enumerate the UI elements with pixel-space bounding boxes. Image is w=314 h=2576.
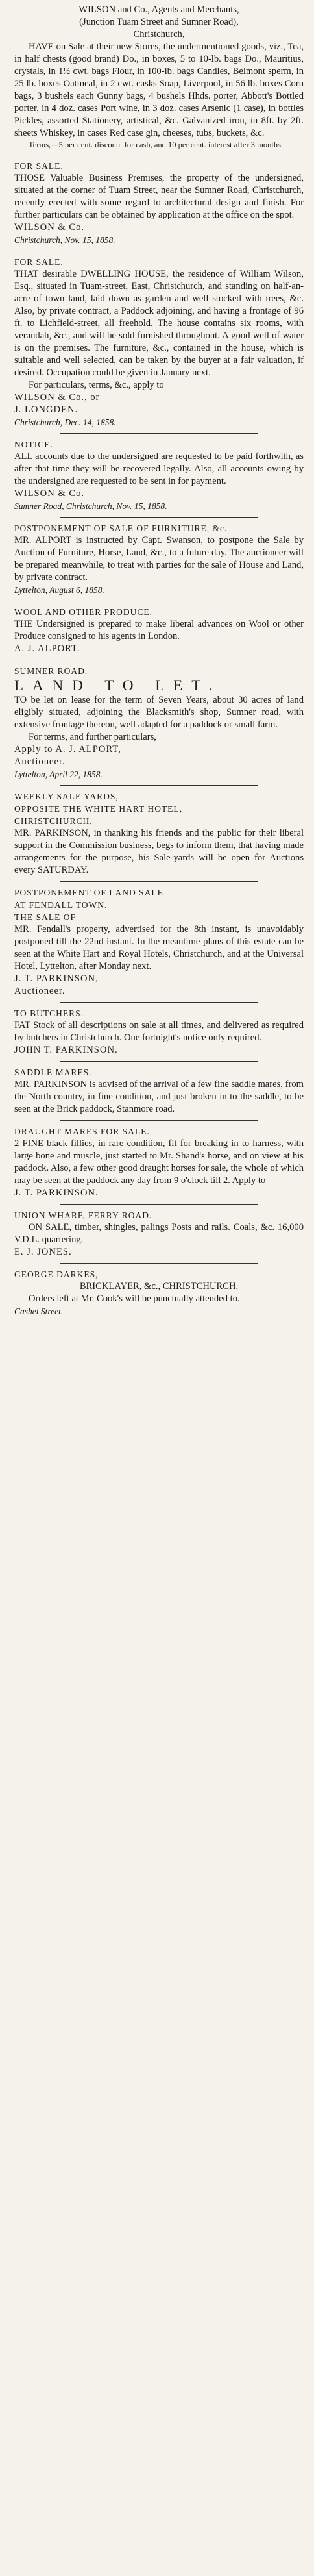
sumner-road-body: TO be let on lease for the term of Seven Years, about 30 acres of land eligibly situated, adjoining the Blacksmith's shop, Sumner road, with extensive frontage thereon, well adapted for a paddock or small farm. [14,695,304,730]
sumner-road-apply: For terms, and further particulars, [29,732,156,742]
darkes-trade: BRICKLAYER, &c., CHRISTCHURCH. [79,1281,239,1292]
ad-draught-mares [14,1125,304,1199]
union-wharf-signature: E. J. JONES. [14,1247,72,1257]
wilson-goods-line1: WILSON and Co., Agents and Merchants, [78,5,239,15]
saddle-mares-body: MR. PARKINSON is advised of the arrival of a few fine saddle mares, from the North country, in fine condition, and just broken in to the saddle, to be seen at the Brick paddock, Stanmore road. [14,1079,304,1114]
for-sale-dwelling-sig1: WILSON & Co., or [14,392,100,403]
notice-date: Sumner Road, Christchurch, Nov. 15, 1858. [14,501,167,511]
divider [60,1263,258,1264]
for-sale-dwelling-heading: FOR SALE. [14,257,64,267]
darkes-body: Orders left at Mr. Cook's will be punctually attended to. [29,1294,240,1304]
postponement-land-heading1: POSTPONEMENT OF LAND SALE [14,888,163,897]
darkes-address: Cashel Street. [14,1307,64,1316]
for-sale-premises-signature: WILSON & Co. [14,222,85,232]
divider [60,881,258,882]
wilson-goods-line2: (Junction Tuam Street and Sumner Road), [79,17,239,27]
ad-butchers [14,1007,304,1057]
postponement-furniture-heading: POSTPONEMENT OF SALE OF FURNITURE, &c. [14,523,228,533]
butchers-heading: TO BUTCHERS. [14,1008,84,1018]
divider [60,1061,258,1062]
postponement-land-heading3: THE SALE OF [14,912,76,922]
ad-saddle-mares [14,1066,304,1116]
draught-mares-body: 2 FINE black fillies, in rare condition, fit for breaking in to harness, with large bone and muscle, just started to Mr. Shand's horse, and on view at his paddock. Also, a few other good draught horses for sale, the whole of which may be seen at the paddock any day from 9 o'clock till 2. Apply to [14,1138,304,1186]
weekly-sale-heading1: WEEKLY SALE YARDS, [14,792,119,801]
wool-body: THE Undersigned is prepared to make liberal advances on Wool or other Produce consigned to his agents in London. [14,619,304,642]
wilson-goods-line3: Christchurch, [133,29,185,40]
divider [60,517,258,518]
for-sale-dwelling-body: THAT desirable DWELLING HOUSE, the residence of William Wilson, Esq., situated in Tuam-street, East, Christchurch, and standing on half-an-acre of town land, laid down as garden and well stocked with trees, &c. Also, by private contract, a Paddock adjoining, and having a frontage of 96 ft. to Lichfield-street, all freehold. The house contains six rooms, with verandah, &c., and will be sold furnished throughout. A good well of water is on the premises. The furniture, &c., contained in the house, which is suitable and well selected, can be taken by the buyer at a fair valuation, if desired. Occupation could be given in January next. [14,269,304,378]
for-sale-dwelling-sig2: J. LONGDEN. [14,405,78,415]
weekly-sale-heading2: OPPOSITE THE WHITE HART HOTEL, [14,804,183,814]
divider [60,1120,258,1121]
divider [60,785,258,786]
ad-sumner-road [14,665,304,781]
wilson-goods-body: HAVE on Sale at their new Stores, the undermentioned goods, viz., Tea, in half chests (good brand) Do., in boxes, 5 to 10-lb. bags Do., Mauritius, crystals, in 1½ cwt. bags Flour, in 100-lb. bags Candles, Belmont sperm, in 25 lb. boxes Oatmeal, in 2 cwt. casks Soap, Liverpool, in 56 lb. boxes Corn bags, 3 bushels each Gunny bags, 4 bushels Hhds. porter, Abbott's Bottled porter, in 4 doz. cases Port wine, in 3 doz. cases Arsenic (1 case), in bottles Pickles, assorted Stationery, artistical, &c. Galvanized iron, in 8ft. by 2ft. sheets Whiskey, in cases Red case gin, cheeses, tubs, buckets, &c. [14,42,304,138]
draught-mares-heading: DRAUGHT MARES FOR SALE. [14,1127,150,1136]
for-sale-premises-date: Christchurch, Nov. 15, 1858. [14,235,115,245]
weekly-sale-body: MR. PARKINSON, in thanking his friends and the public for their liberal support in the Commission business, begs to inform them, that having made arrangements for the purpose, his Sale-yards will be open for Auctions every SATURDAY. [14,828,304,875]
saddle-mares-heading: SADDLE MARES. [14,1068,92,1077]
notice-heading: NOTICE. [14,440,53,449]
postponement-furniture-body: MR. ALPORT is instructed by Capt. Swanson, to postpone the Sale by Auction of Furniture, Horse, Land, &c., to a future day. The auctioneer will be prepared meanwhile, to treat with parties for the sale of House and Land, by private contract. [14,535,304,582]
divider [60,433,258,434]
ad-wool [14,606,304,655]
ad-weekly-sale [14,790,304,877]
ad-for-sale-premises [14,160,304,246]
weekly-sale-heading3: CHRISTCHURCH. [14,816,93,826]
butchers-body: FAT Stock of all descriptions on sale at all times, and delivered as required by butchers in Christchurch. One fortnight's notice only required. [14,1020,304,1043]
union-wharf-body: ON SALE, timber, shingles, palings Posts and rails. Coals, &c. 16,000 V.D.L. quartering. [14,1222,304,1245]
notice-signature: WILSON & Co. [14,488,85,499]
butchers-signature: JOHN T. PARKINSON. [14,1045,118,1055]
divider [60,1002,258,1003]
notice-body: ALL accounts due to the undersigned are requested to be paid forthwith, as after that time they will be recovered legally. Also, all accounts owing by the undersigned are requested to be sent in for payment. [14,451,304,486]
postponement-land-body: MR. Fendall's property, advertised for the 8th instant, is unavoidably postponed till the 22nd instant. In the meantime plans of this estate can be seen at the White Hart and Royal Hotels, Christchurch, and at the Universal Hotel, Lyttelton, after Monday next. [14,924,304,971]
sumner-road-heading: SUMNER ROAD. [14,666,88,676]
wool-signature: A. J. ALPORT. [14,644,80,654]
for-sale-dwelling-date: Christchurch, Dec. 14, 1858. [14,418,116,427]
sumner-road-sig2: Auctioneer. [14,757,66,767]
ad-wilson-goods [14,4,304,150]
postponement-furniture-date: Lyttelton, August 6, 1858. [14,585,104,595]
sumner-road-sig: Apply to A. J. ALPORT, [14,744,121,755]
ad-postponement-furniture [14,522,304,596]
for-sale-dwelling-apply: For particulars, terms, &c., apply to [29,380,164,390]
wilson-goods-terms: Terms,—5 per cent. discount for cash, and 10 per cent. interest after 3 months. [29,140,284,149]
postponement-land-signature: J. T. PARKINSON, [14,973,99,984]
postponement-land-heading2: AT FENDALL TOWN. [14,900,108,910]
ad-notice [14,438,304,512]
union-wharf-heading: UNION WHARF, FERRY ROAD. [14,1210,152,1220]
for-sale-premises-heading: FOR SALE. [14,161,64,171]
sumner-road-title: LAND TO LET. [14,677,222,694]
ad-union-wharf [14,1209,304,1258]
wool-heading: WOOL AND OTHER PRODUCE. [14,607,152,617]
ad-darkes [14,1268,304,1318]
ad-postponement-land [14,886,304,997]
ad-for-sale-dwelling [14,256,304,429]
darkes-name: GEORGE DARKES, [14,1269,99,1279]
sumner-road-date: Lyttelton, April 22, 1858. [14,769,103,779]
draught-mares-signature: J. T. PARKINSON. [14,1188,99,1198]
for-sale-premises-body: THOSE Valuable Business Premises, the property of the undersigned, situated at the corner of Tuam Street, near the Sumner Road, Christchurch, recently erected with some regard to architectural design and finish. For further particulars can be obtained by application at the office on the spot. [14,173,304,220]
postponement-land-role: Auctioneer. [14,986,66,996]
divider [60,1204,258,1205]
